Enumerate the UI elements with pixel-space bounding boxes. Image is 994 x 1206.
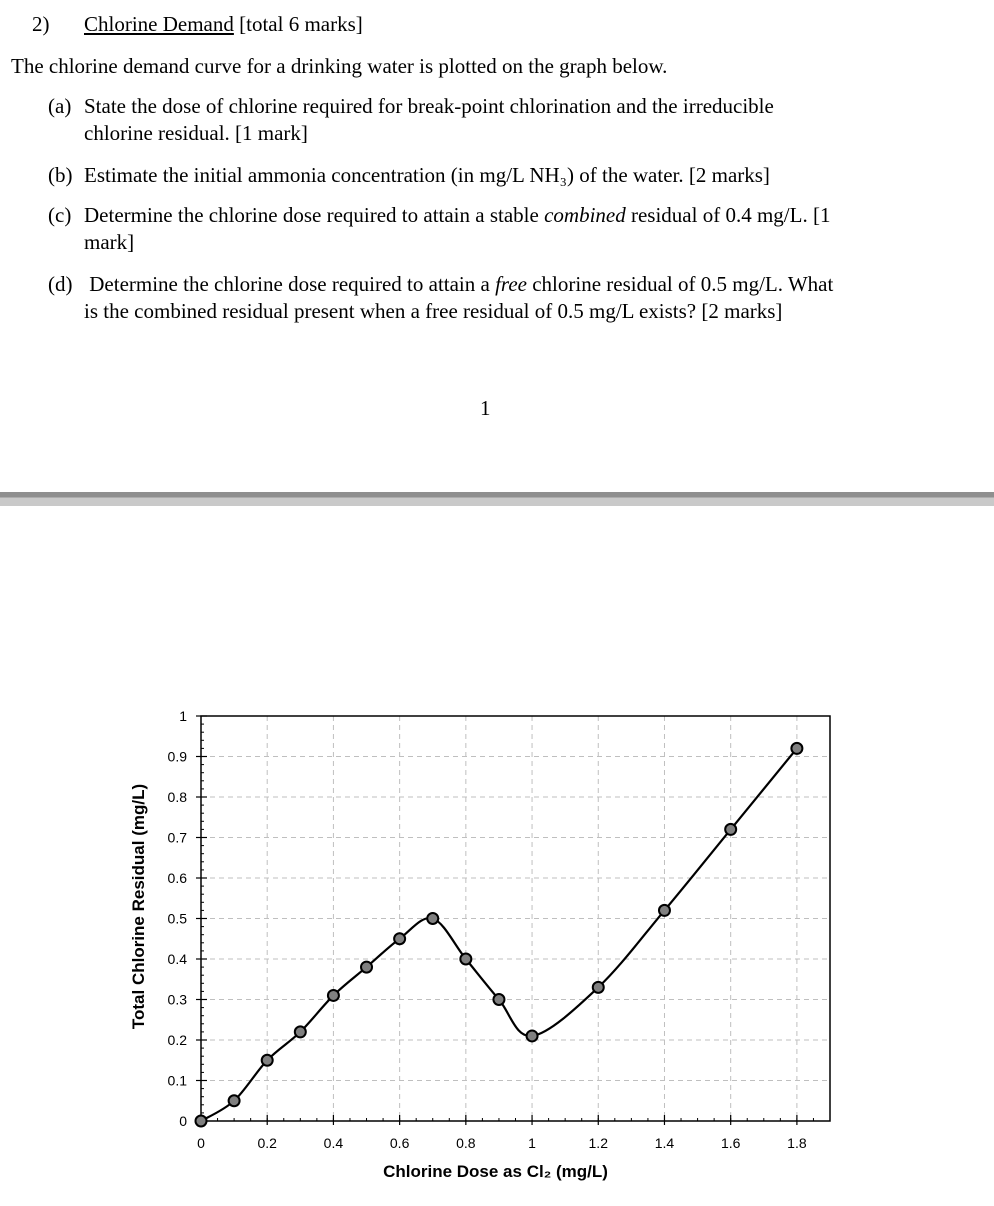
part-b-label: (b) (48, 163, 73, 187)
data-point (361, 962, 372, 973)
x-tick-label: 0.6 (389, 1135, 410, 1151)
x-tick-label: 0.2 (257, 1135, 277, 1151)
question-intro: The chlorine demand curve for a drinking water is plotted on the graph below. (11, 54, 668, 78)
question-number: 2) (32, 12, 50, 36)
data-point (460, 954, 471, 965)
x-tick-label: 0.4 (323, 1135, 344, 1151)
page-number: 1 (480, 396, 491, 420)
part-a-line2: chlorine residual. [1 mark] (84, 121, 308, 145)
x-tick-label: 0.8 (456, 1135, 476, 1151)
data-point (262, 1055, 273, 1066)
data-point (427, 913, 438, 924)
part-d-line2: is the combined residual present when a free residual of 0.5 mg/L exists? [2 marks] (84, 299, 783, 323)
y-tick-label: 0.1 (167, 1072, 187, 1089)
x-tick-label: 1 (528, 1135, 536, 1151)
data-point (229, 1095, 240, 1106)
part-a-line1: State the dose of chlorine required for break-point chlorination and the irreducible (84, 94, 774, 118)
data-point (394, 933, 405, 944)
part-c-text-end: residual of 0.4 mg/L. [1 (625, 203, 831, 227)
data-point (196, 1116, 207, 1127)
x-axis-title: Chlorine Dose as Cl₂ (mg/L) (383, 1162, 608, 1181)
y-tick-label: 0.6 (167, 870, 187, 886)
data-point (493, 994, 504, 1005)
y-tick-label: 0.4 (167, 951, 187, 967)
part-c-line2: mark] (84, 230, 135, 254)
part-d-emphasis: free (495, 272, 527, 296)
y-tick-label: 0.2 (167, 1032, 187, 1048)
question-title: Chlorine Demand (84, 12, 234, 36)
x-tick-label: 1.6 (720, 1135, 741, 1151)
data-point (295, 1026, 306, 1037)
y-tick-label: 0.3 (167, 991, 187, 1008)
question-marks: [total 6 marks] (239, 12, 363, 36)
part-a-label: (a) (48, 94, 72, 118)
x-tick-label: 1.8 (787, 1135, 807, 1151)
data-point (659, 905, 670, 916)
y-tick-label: 0.7 (167, 829, 187, 846)
data-point (527, 1030, 538, 1041)
data-point (593, 982, 604, 993)
part-c-label: (c) (48, 203, 72, 227)
part-d-label: (d) (48, 272, 73, 296)
x-tick-label: 0 (197, 1135, 205, 1151)
data-point (725, 824, 736, 835)
y-axis-title: Total Chlorine Residual (mg/L) (129, 783, 148, 1030)
data-point (328, 990, 339, 1001)
y-tick-label: 0.9 (167, 748, 187, 765)
y-tick-label: 1 (179, 708, 187, 724)
part-d-text: Determine the chlorine dose required to attain a (84, 272, 496, 296)
part-d-text-end: chlorine residual of 0.5 mg/L. What (526, 272, 834, 296)
y-tick-label: 0.8 (167, 789, 187, 805)
y-tick-label: 0 (179, 1113, 187, 1129)
part-b-line1: Estimate the initial ammonia concentration (in mg/L NH₃) of the water. [2 marks] (84, 163, 770, 187)
y-tick-label: 0.5 (167, 910, 187, 927)
part-c-emphasis: combined (544, 203, 626, 227)
x-tick-label: 1.2 (588, 1135, 608, 1151)
x-tick-label: 1.4 (654, 1135, 675, 1151)
data-point (791, 743, 802, 754)
part-c-text: Determine the chlorine dose required to attain a stable (84, 203, 545, 227)
